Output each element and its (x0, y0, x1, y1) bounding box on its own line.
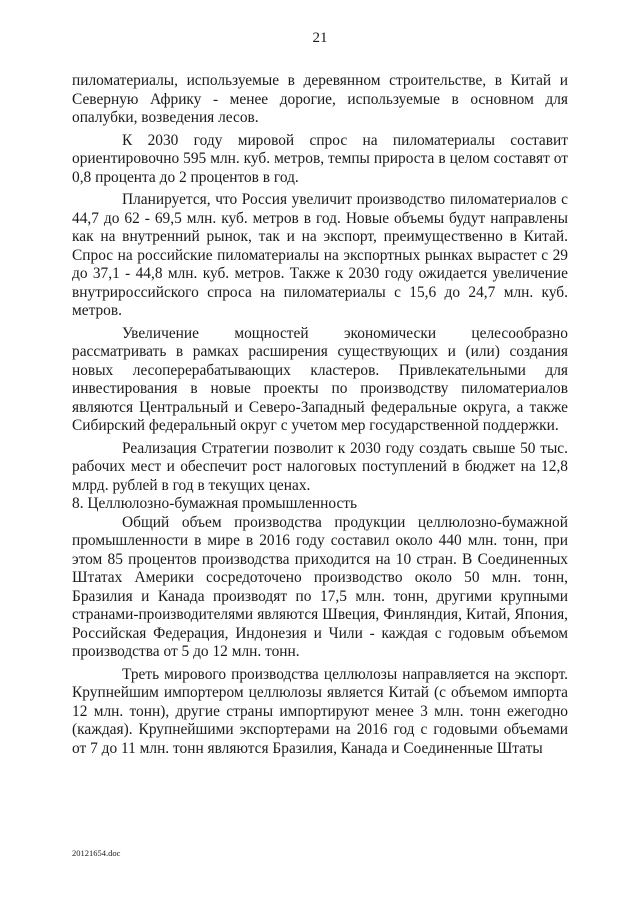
page-number: 21 (312, 30, 328, 46)
paragraph: К 2030 году мировой спрос на пиломатериалы составит ориентировочно 595 млн. куб. метров, темпы прироста в целом составят от 0,8 процента до 2 процентов в год. (72, 131, 568, 186)
paragraph: Треть мирового производства целлюлозы направляется на экспорт. Крупнейшим импортером целлюлозы является Китай (с объемом импорта 12 млн. тонн), другие страны импортируют менее 3 млн. тонн ежегодно (каждая). Крупнейшими экспортерами на 2016 год с годовыми объемами от 7 до 11 млн. тонн являются Бразилия, Канада и Соединенные Штаты (72, 665, 568, 757)
paragraph: Планируется, что Россия увеличит производство пиломатериалов с 44,7 до 62 - 69,5 млн. куб. метров в год. Новые объемы будут направлены как на внутренний рынок, так и на экспорт, преимущественно в Китай. Спрос на российские пиломатериалы на экспортных рынках вырастет с 29 до 37,1 - 44,8 млн. куб. метров. Также к 2030 году ожидается увеличение внутрироссийского спроса на пиломатериалы с 15,6 до 24,7 млн. куб. метров. (72, 191, 568, 319)
paragraph: Общий объем производства продукции целлюлозно-бумажной промышленности в мире в 2016 году составил около 440 млн. тонн, при этом 85 процентов производства приходится на 10 стран. В Соединенных Штатах Америки сосредоточено производство около 50 млн. тонн, Бразилия и Канада производят по 17,5 млн. тонн, другими крупными странами-производителями являются Швеция, Финляндия, Китай, Япония, Российская Федерация, Индонезия и Чили - каждая с годовым объемом производства от 5 до 12 млн. тонн. (72, 513, 568, 660)
paragraph: Реализация Стратегии позволит к 2030 году создать свыше 50 тыс. рабочих мест и обеспечит рост налоговых поступлений в бюджет на 12,8 млрд. рублей в год в текущих ценах. (72, 439, 568, 494)
paragraph: Увеличение мощностей экономически целесообразно рассматривать в рамках расширения существующих и (или) создания новых лесоперерабатывающих кластеров. Привлекательными для инвестирования в новые проекты по производству пиломатериалов являются Центральный и Северо-Западный федеральные округа, а также Сибирский федеральный округ с учетом мер государственной поддержки. (72, 324, 568, 434)
paragraph: пиломатериалы, используемые в деревянном строительстве, в Китай и Северную Африку - менее дорогие, используемые в основном для опалубки, возведения лесов. (72, 72, 568, 126)
document-body (72, 72, 568, 758)
section-heading: 8. Целлюлозно-бумажная промышленность (72, 495, 358, 512)
file-name-footer: 20121654.doc (72, 848, 121, 858)
